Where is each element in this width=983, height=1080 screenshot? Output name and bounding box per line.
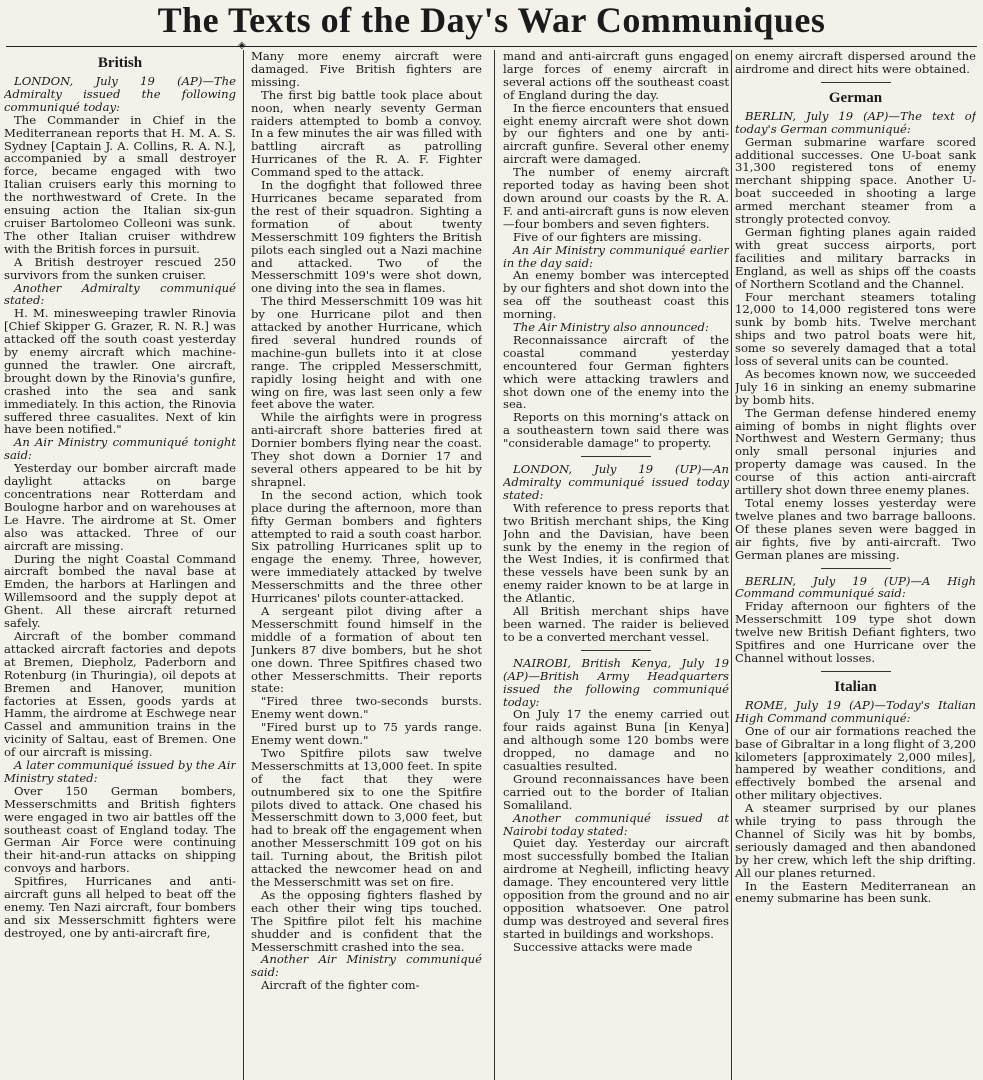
- separator-rule: [581, 650, 651, 651]
- body-paragraph: Reconnaissance aircraft of the coastal command yesterday encountered four German fighters which were attacking trawlers and shot down one of the enemy into the sea.: [503, 332, 729, 412]
- body-paragraph: In the dogfight that followed three Hurricanes became separated from the rest of their squadron. Sighting a formation of about twenty Messerschmitt 109 fighters the British pilots each singled out a Nazi machine and attacked. Two of the Messerschmitt 109's were shot down, one diving into the sea in flames.: [251, 178, 482, 296]
- body-paragraph: Quiet day. Yesterday our aircraft most successfully bombed the Italian airdrome at Negheill, inflicting heavy damage. They encountered very little opposition from the ground and no air opposition whatsoever. One patrol dump was destroyed and several fires started in buildings and workshops.: [503, 836, 729, 941]
- body-paragraph: "Fired three two-seconds bursts. Enemy went down.": [251, 694, 482, 722]
- body-paragraph: In the fierce encounters that ensued eight enemy aircraft were shot down by our fighters and one by anti-aircraft gunfire. Several other enemy aircraft were damaged.: [503, 100, 729, 167]
- body-paragraph: A sergeant pilot diving after a Messerschmitt found himself in the middle of a formation of about ten Junkers 87 dive bombers, but he shot one down. Three Spitfires chased two other Messerschmitts. Their reports state:: [251, 603, 482, 696]
- body-paragraph: Four merchant steamers totaling 12,000 to 14,000 registered tons were sunk by bomb hits. Twelve merchant ships and two patrol boats were hit, some so severely damaged that a total loss of several units can be counted.: [735, 289, 976, 369]
- body-paragraph: As the opposing fighters flashed by each other their wing tips touched. The Spitfire pilot felt his machine shudder and is confident that the Messerschmitt crashed into the sea.: [251, 887, 482, 954]
- section-heading-italian: Italian: [834, 678, 877, 695]
- german-communique: [735, 110, 976, 562]
- body-paragraph: In the Eastern Mediterranean an enemy submarine has been sunk.: [735, 878, 976, 906]
- body-paragraph: The third Messerschmitt 109 was hit by one Hurricane pilot and then attacked by another Hurricane, which fired several hundred rounds of machine-gun bullets into it at close range. The crippled Messerschmitt, rapidly losing height and with one wing on fire, was last seen only a few feet above the water.: [251, 294, 482, 412]
- body-paragraph: During the night Coastal Command aircraft bombed the naval base at Emden, the harbors at Harlingen and Willemsoord and the supply depot at Ghent. All these aircraft returned safely.: [4, 551, 236, 631]
- column-2-body: [251, 50, 482, 992]
- body-paragraph: One of our air formations reached the base of Gibraltar in a long flight of 3,200 kilometers [approximately 2,000 miles], hampered by weather conditions, and effectively bombed the arsenal and other military objectives.: [735, 723, 976, 803]
- ornament-icon: ◈: [238, 40, 246, 51]
- page-headline: The Texts of the Day's War Communiques: [157, 0, 826, 40]
- dateline-paragraph: NAIROBI, British Kenya, July 19 (AP)—British Army Headquarters issued the following communiqué today:: [503, 655, 729, 709]
- body-paragraph: H. M. minesweeping trawler Rinovia [Chief Skipper G. Grazer, R. N. R.] was attacked off the south coast yesterday by enemy aircraft which machine-gunned the trawler. One aircraft, brought down by the Rinovia's gunfire, crashed into the sea and sank immediately. In this action, the Rinovia suffered three casualites. Next of kin have been notified.": [4, 306, 236, 437]
- separator-rule: [821, 568, 891, 569]
- body-paragraph: "Fired burst up to 75 yards range. Enemy went down.": [251, 720, 482, 748]
- dateline-paragraph: LONDON, July 19 (AP)—The Admiralty issued the following communiqué today:: [4, 74, 236, 114]
- column-3-block-1: [503, 50, 729, 450]
- column-2: [251, 50, 482, 1080]
- body-paragraph: The Commander in Chief in the Mediterranean reports that H. M. A. S. Sydney [Captain J. A. Collins, R. A. N.], accompanied by a small destroyer force, became engaged with two Italian cruisers early this morning to the northwestward of Crete. In the ensuing action the Italian six-gun cruiser Bartolomeo Colleoni was sunk. The other Italian cruiser withdrew with the British forces in pursuit.: [4, 112, 236, 256]
- column-4-block-0: [735, 50, 976, 76]
- body-paragraph: In the second action, which took place during the afternoon, more than fifty German bombers and fighters attempted to raid a south coast harbor. Six patrolling Hurricanes split up to engage the enemy. Three, however, were immediately attacked by twelve Messerschmitts and the three other Hurricanes' pilots counter-attacked.: [251, 487, 482, 606]
- body-paragraph: As becomes known now, we succeeded July 16 in sinking an enemy submarine by bomb hits.: [735, 366, 976, 407]
- body-paragraph: Spitfires, Hurricanes and anti-aircraft guns all helped to beat off the enemy. Ten Nazi aircraft, four bombers and six Messerschmitt fighters were destroyed, one by anti-aircraft fire,: [4, 874, 236, 940]
- body-paragraph: on enemy aircraft dispersed around the airdrome and direct hits were obtained.: [735, 50, 976, 76]
- italian-communique: [735, 699, 976, 906]
- separator-rule: [581, 456, 651, 457]
- column-1-body: [4, 75, 236, 940]
- dateline-paragraph: Another Air Ministry communiqué said:: [251, 952, 482, 980]
- column-3: [503, 50, 729, 1080]
- dateline-paragraph: A later communiqué issued by the Air Ministry stated:: [4, 758, 236, 785]
- section-heading-british: British: [97, 55, 143, 71]
- dateline-paragraph: BERLIN, July 19 (AP)—The text of today's German communiqué:: [735, 108, 976, 136]
- body-paragraph: Successive attacks were made: [513, 939, 693, 954]
- separator-rule: [821, 671, 891, 672]
- body-paragraph: Reports on this morning's attack on a southeastern town said there was "considerable damage" to property.: [503, 410, 729, 451]
- body-paragraph: Many more enemy aircraft were damaged. Five British fighters are missing.: [251, 50, 482, 89]
- body-paragraph: On July 17 the enemy carried out four raids against Buna [in Kenya] and although some 120 bombs were dropped, no damage and no casualties resulted.: [503, 707, 729, 774]
- body-paragraph: All British merchant ships have been warned. The raider is believed to be a converted merchant vessel.: [503, 604, 729, 644]
- body-paragraph: The German defense hindered enemy aiming of bombs in night flights over Northwest and Western Germany; thus only small personal injuries and property damage was caused. In the course of this action anti-aircraft artillery shot down three enemy planes.: [735, 405, 976, 498]
- column-4: [735, 50, 976, 1080]
- body-paragraph: Over 150 German bombers, Messerschmitts and British fighters were engaged in two air battles off the southeast coast of England today. The German Air Force were continuing their hit-and-run attacks on shipping convoys and harbors.: [4, 783, 236, 876]
- body-paragraph: German fighting planes again raided with great success airports, port facilities and military barracks in England, as well as ships off the coasts of Northern Scotland and the Channel.: [735, 224, 976, 291]
- dateline-paragraph: Another Admiralty communiqué stated:: [4, 280, 236, 308]
- separator-rule: [821, 82, 891, 83]
- article-columns: [0, 50, 983, 1080]
- dateline-paragraph: Another communiqué issued at Nairobi today stated:: [503, 810, 729, 838]
- column-3-block-2: [503, 463, 729, 644]
- body-paragraph: The number of enemy aircraft reported today as having been shot down around our coasts by the R. A. F. and anti-aircraft guns is now eleven—four bombers and seven fighters.: [503, 165, 729, 231]
- body-paragraph: Friday afternoon our fighters of the Messerschmitt 109 type shot down twelve new British Defiant fighters, two Spitfires and one Hurricane over the Channel without losses.: [735, 599, 976, 665]
- section-heading-german: German: [828, 89, 883, 106]
- body-paragraph: Yesterday our bomber aircraft made daylight attacks on barge concentrations near Rotterdam and Boulogne harbor and on warehouses at Le Havre. The airdrome at St. Omer also was attacked. Three of our aircraft are missing.: [4, 461, 236, 553]
- body-paragraph: The first big battle took place about noon, when nearly seventy German raiders attempted to bomb a convoy. In a few minutes the air was filled with battling aircraft as patrolling Hurricanes of the R. A. F. Fighter Command sped to the attack.: [251, 87, 482, 180]
- column-3-block-3: [503, 657, 729, 954]
- dateline-paragraph: LONDON, July 19 (UP)—An Admiralty communiqué issued today stated:: [503, 462, 729, 502]
- body-paragraph: Ground reconnaissances have been carried out to the border of Italian Somaliland.: [503, 771, 729, 812]
- body-paragraph: Five of our fighters are missing.: [513, 229, 702, 244]
- body-paragraph: An enemy bomber was intercepted by our fighters and shot down into the sea off the southeast coast this morning.: [503, 268, 729, 322]
- body-paragraph: A steamer surprised by our planes while trying to pass through the Channel of Sicily was hit by bombs, seriously damaged and then abandoned by her crew, which left the ship drifting. All our planes returned.: [735, 801, 976, 880]
- body-paragraph: While the airfights were in progress anti-aircraft shore batteries fired at Dornier bombers flying near the coast. They shot down a Dornier 17 and several others appeared to be hit by shrapnel.: [251, 410, 482, 489]
- dateline-paragraph: BERLIN, July 19 (UP)—A High Command communiqué said:: [735, 573, 976, 601]
- dateline-paragraph: An Air Ministry communiqué tonight said:: [4, 435, 236, 463]
- german-communique-2: [735, 575, 976, 665]
- headline-rule: [6, 46, 977, 47]
- body-paragraph: Aircraft of the fighter com-: [261, 978, 420, 993]
- dateline-paragraph: An Air Ministry communiqué earlier in the day said:: [503, 242, 729, 270]
- dateline-paragraph: The Air Ministry also announced:: [513, 320, 709, 335]
- dateline-paragraph: ROME, July 19 (AP)—Today's Italian High Command communiqué:: [735, 697, 976, 725]
- body-paragraph: German submarine warfare scored additional successes. One U-boat sank 31,300 registered tons of enemy merchant shipping space. Another U-boat succeeded in shooting a large armed merchant steamer from a strongly protected convoy.: [735, 134, 976, 227]
- body-paragraph: Total enemy losses yesterday were twelve planes and two barrage balloons. Of these planes seven were bagged in air fights, five by anti-aircraft. Two German planes are missing.: [735, 496, 976, 562]
- body-paragraph: Aircraft of the bomber command attacked aircraft factories and depots at Bremen, Diepholz, Paderborn and Rotenburg (in Thuringia), oil depots at Bremen and Hanover, munition factories at Essen, goods yards at Hamm, the airdrome at Eschwege near Cassel and ammunition trains in the vicinity of Saltau, east of Bremen. One of our aircraft is missing.: [4, 628, 236, 760]
- body-paragraph: Two Spitfire pilots saw twelve Messerschmitts at 13,000 feet. In spite of the fact that they were outnumbered six to one the Spitfire pilots dived to attack. One chased his Messerschmitt down to 3,000 feet, but had to break off the engagement when another Messerschmitt 109 got on his tail. Turning about, the British pilot attacked the newcomer head on and the Messerschmitt was set on fire.: [251, 745, 482, 889]
- body-paragraph: mand and anti-aircraft guns engaged large forces of enemy aircraft in several actions off the southeast coast of England during the day.: [503, 50, 729, 102]
- body-paragraph: A British destroyer rescued 250 survivors from the sunken cruiser.: [4, 254, 236, 282]
- column-1: [4, 50, 236, 1080]
- body-paragraph: With reference to press reports that two British merchant ships, the King John and the Davisian, have been sunk by the enemy in the region of the West Indies, it is confirmed that these vessels have been sunk by an enemy raider known to be at large in the Atlantic.: [503, 500, 729, 606]
